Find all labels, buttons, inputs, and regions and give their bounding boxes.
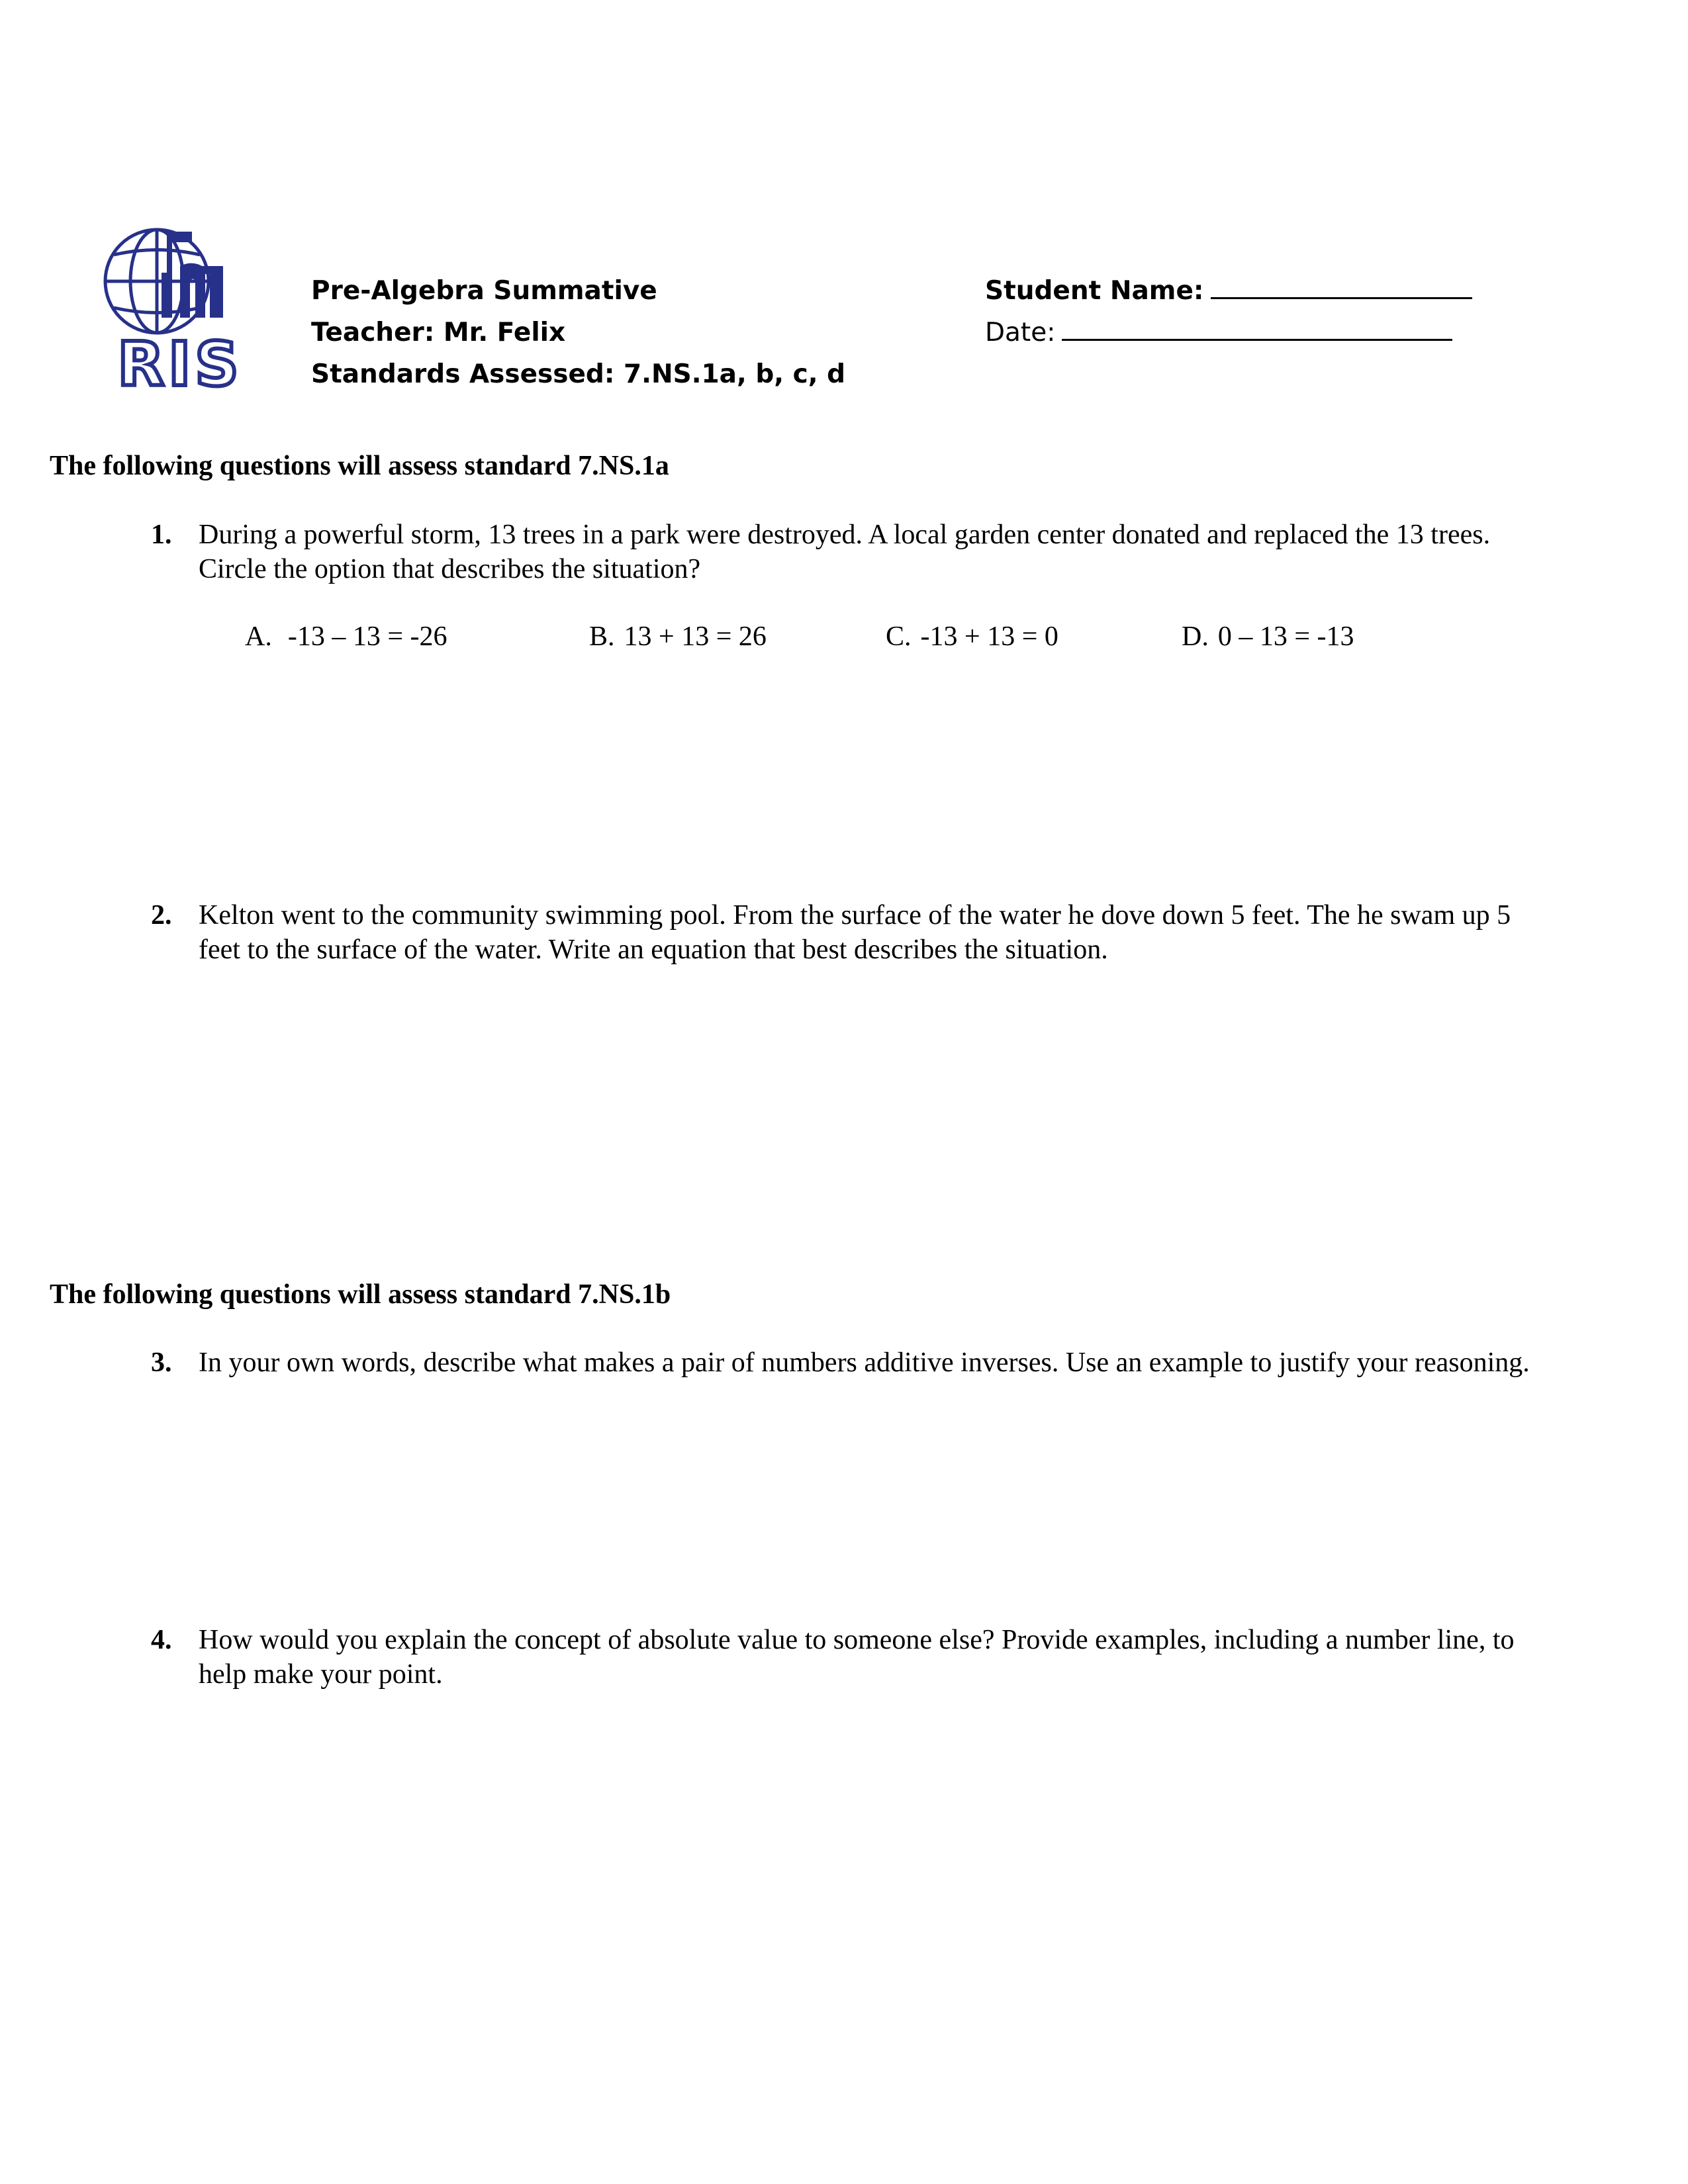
section-heading-7ns1a: The following questions will assess standard 7.NS.1a xyxy=(50,451,669,481)
option-expression: 13 + 13 = 26 xyxy=(624,621,767,652)
student-name-row xyxy=(985,278,1472,304)
document-title: Pre-Algebra Summative xyxy=(311,276,657,306)
option-expression: 0 – 13 = -13 xyxy=(1217,621,1354,652)
option-c[interactable] xyxy=(886,621,1058,653)
date-row xyxy=(985,320,1452,345)
question-text: How would you explain the concept of absolute value to someone else? Provide examples, including a number line, to help make your point. xyxy=(199,1625,1515,1690)
option-letter: C. xyxy=(886,621,912,652)
question-4 xyxy=(151,1623,1554,1692)
question-number: 3. xyxy=(151,1347,172,1378)
section-heading-7ns1b: The following questions will assess standard 7.NS.1b xyxy=(50,1279,671,1310)
question-text: During a powerful storm, 13 trees in a park were destroyed. A local garden center donated and replaced the 13 trees. Circle the option that describes the situation? xyxy=(199,520,1491,584)
student-name-blank[interactable] xyxy=(1211,295,1472,299)
option-a[interactable] xyxy=(245,621,447,653)
question-text: Kelton went to the community swimming pool. From the surface of the water he dove down 5 feet. The he swam up 5 feet to the surface of the water. Write an equation that best describes the situation. xyxy=(199,900,1511,965)
option-d[interactable] xyxy=(1182,621,1354,653)
teacher-label: Teacher: Mr. Felix xyxy=(311,318,566,347)
question-1 xyxy=(151,518,1554,586)
question-2 xyxy=(151,898,1554,967)
question-3 xyxy=(151,1345,1554,1380)
date-blank[interactable] xyxy=(1062,336,1452,341)
option-expression: -13 + 13 = 0 xyxy=(920,621,1058,652)
question-number: 2. xyxy=(151,900,172,931)
date-label: Date: xyxy=(985,318,1056,347)
school-logo xyxy=(87,218,273,397)
option-letter: D. xyxy=(1182,621,1209,652)
option-b[interactable] xyxy=(589,621,767,653)
logo-text: RIS xyxy=(117,329,243,397)
question-text: In your own words, describe what makes a pair of numbers additive inverses. Use an example to justify your reasoning. xyxy=(199,1347,1530,1378)
question-number: 1. xyxy=(151,520,172,550)
question-number: 4. xyxy=(151,1625,172,1655)
standards-assessed: Standards Assessed: 7.NS.1a, b, c, d xyxy=(311,359,846,389)
option-letter: A. xyxy=(245,621,272,652)
option-letter: B. xyxy=(589,621,615,652)
student-name-label: Student Name: xyxy=(985,276,1204,306)
option-expression: -13 – 13 = -26 xyxy=(287,621,447,652)
